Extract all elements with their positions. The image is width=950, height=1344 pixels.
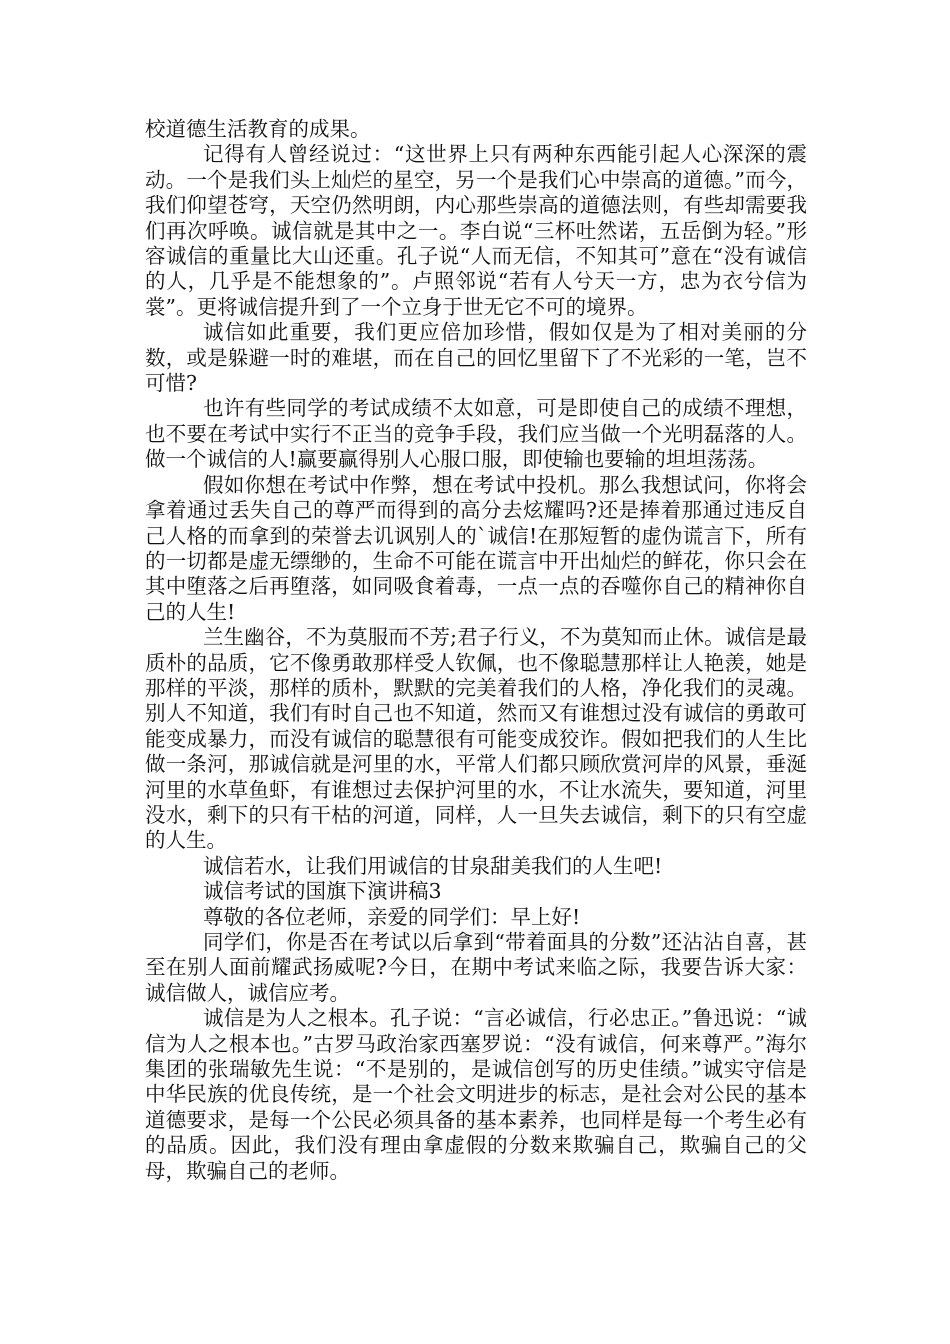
paragraph-root-of-person: 诚信是为人之根本。孔子说：“言必诚信，行必忠正。”鲁迅说：“诚信为人之根本也。”古罗马政治家西塞罗说：“没有诚信，何来尊严。”海尔集团的张瑞敏先生说：“不是别的，是诚信创写的历史佳绩。”诚实守信是中华民族的优良传统，是一个社会文明进步的标志，是社会对公民的基本道德要求，是每一个公民必须具备的基本素养，也同样是每一个考生必有的品质。因此，我们没有理由拿虚假的分数来欺骗自己，欺骗自己的父母，欺骗自己的老师。 [145, 1006, 807, 1183]
paragraph-cheating: 假如你想在考试中作弊，想在考试中投机。那么我想试问，你将会拿着通过丢失自己的尊严而得到的高分去炫耀吗?还是捧着那通过违反自己人格的而拿到的荣誉去讥讽别人的`诚信!在那短暂的虚伪谎言下，所有的一切都是虚无缥缈的，生命不可能在谎言中开出灿烂的鲜花，你只会在其中堕落之后再堕落，如同吸食着毒，一点一点的吞噬你自己的精神你自己的人生! [145, 472, 807, 624]
paragraph-continuation: 校道德生活教育的成果。 [145, 117, 371, 141]
speech-title: 诚信考试的国旗下演讲稿3 [203, 879, 442, 904]
paragraph-orchid: 兰生幽谷，不为莫服而不芳;君子行义，不为莫知而止休。诚信是最质朴的品质，它不像勇敢那样受人钦佩，也不像聪慧那样让人艳羡，她是那样的平淡，那样的质朴，默默的完美着我们的人格，净化我们的灵魂。别人不知道，我们有时自己也不知道，然而又有谁想过没有诚信的勇敢可能变成暴力，而没有诚信的聪慧很有可能变成狡诈。假如把我们的人生比做一条河，那诚信就是河里的水，平常人们都只顾欣赏河岸的风景，垂涎河里的水草鱼虾，有谁想过去保护河里的水，不让水流失，要知道，河里没水，剩下的只有干枯的河道，同样，人一旦失去诚信，剩下的只有空虚的人生。 [145, 625, 807, 853]
paragraph-conclusion: 诚信若水，让我们用诚信的甘泉甜美我们的人生吧! [203, 853, 663, 878]
paragraph-fair-play: 也许有些同学的考试成绩不太如意，可是即使自己的成绩不理想，也不要在考试中实行不正当的竞争手段，我们应当做一个光明磊落的人。做一个诚信的人!赢要赢得别人心服口服，即使输也要输的坦坦荡荡。 [145, 396, 807, 472]
paragraph-masked-scores: 同学们，你是否在考试以后拿到“带着面具的分数”还沾沾自喜，甚至在别人面前耀武扬威呢?今日，在期中考试来临之际，我要告诉大家：诚信做人，诚信应考。 [145, 930, 807, 1005]
paragraph-cherish: 诚信如此重要，我们更应倍加珍惜，假如仅是为了相对美丽的分数，或是躲避一时的难堪，而在自己的回忆里留下了不光彩的一笔，岂不可惜? [145, 320, 807, 396]
document-page [145, 117, 807, 1184]
speech-greeting: 尊敬的各位老师，亲爱的同学们：早上好! [203, 904, 581, 929]
paragraph-quote-moral: 记得有人曾经说过：“这世界上只有两种东西能引起人心深深的震动。一个是我们头上灿烂的星空，另一个是我们心中崇高的道德。”而今，我们仰望苍穹，天空仍然明朗，内心那些崇高的道德法则，有些却需要我们再次呼唤。诚信就是其中之一。李白说“三杯吐然诺，五岳倒为轻。”形容诚信的重量比大山还重。孔子说“人而无信，不知其可”意在“没有诚信的人，几乎是不能想象的”。卢照邻说“若有人兮天一方，忠为衣兮信为裳”。更将诚信提升到了一个立身于世无它不可的境界。 [145, 142, 807, 319]
